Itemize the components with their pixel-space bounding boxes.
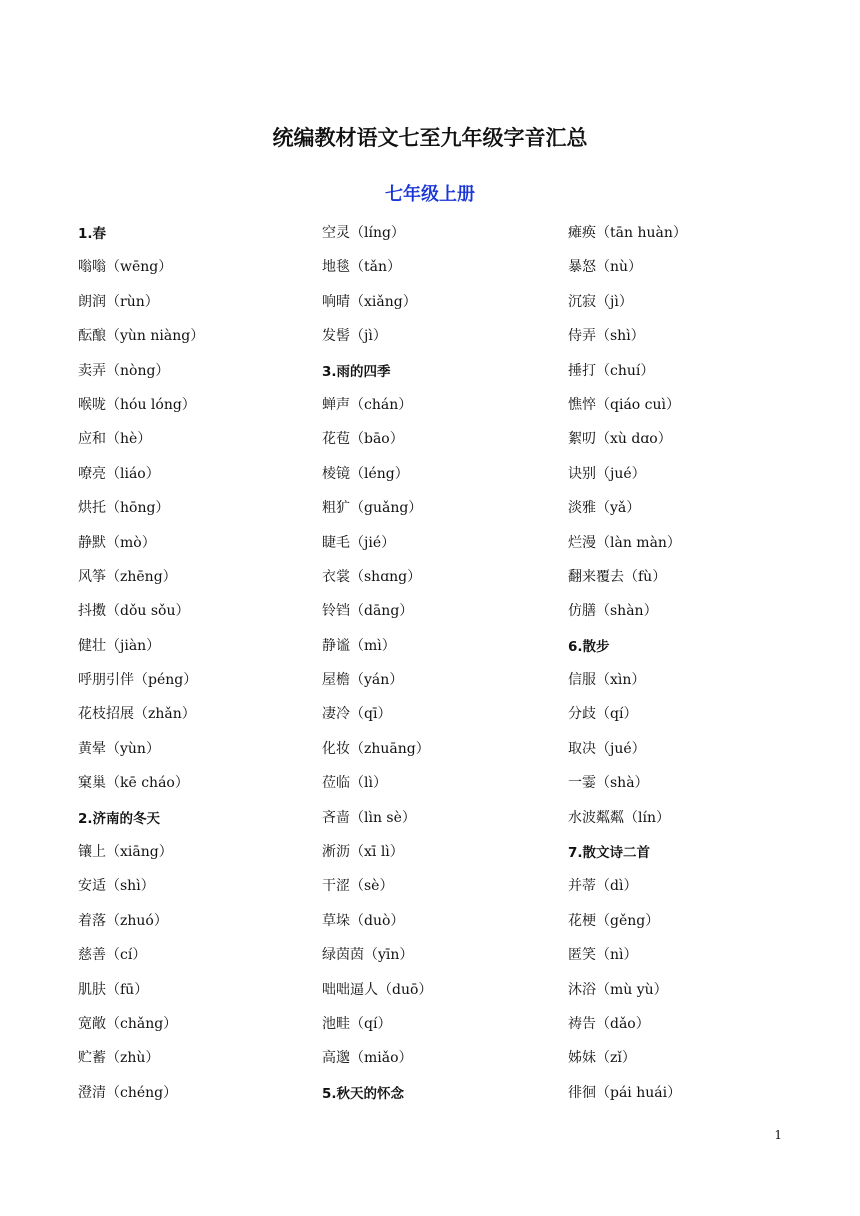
- vocab-entry: 徘徊（pái huái）: [568, 1084, 682, 1101]
- vocab-entry: 池畦（qí）: [322, 1015, 392, 1032]
- vocab-entry: 花苞（bāo）: [322, 431, 404, 448]
- vocab-entry: 屋檐（yán）: [322, 672, 404, 689]
- vocab-entry: 地毯（tǎn）: [322, 259, 401, 276]
- vocab-entry: 暴怒（nù）: [568, 259, 643, 276]
- vocab-entry: 分歧（qí）: [568, 706, 638, 723]
- vocab-entry: 澄清（chéng）: [78, 1084, 178, 1101]
- vocab-entry: 静默（mò）: [78, 534, 156, 551]
- vocab-entry: 诀别（jué）: [568, 465, 646, 482]
- column-2: [322, 218, 432, 1112]
- vocab-entry: 嗡嗡（wēng）: [78, 259, 173, 276]
- vocab-entry: 嘹亮（liáo）: [78, 465, 160, 482]
- vocab-entry: 抖擞（dǒu sǒu）: [78, 603, 190, 620]
- vocab-entry: 烂漫（làn màn）: [568, 534, 681, 551]
- vocab-entry: 蝉声（chán）: [322, 396, 413, 413]
- vocab-entry: 憔悴（qiáo cuì）: [568, 396, 680, 413]
- vocab-entry: 花枝招展（zhǎn）: [78, 706, 196, 723]
- vocab-entry: 应和（hè）: [78, 431, 152, 448]
- vocab-entry: 花梗（gěng）: [568, 912, 660, 929]
- vocab-entry: 信服（xìn）: [568, 672, 646, 689]
- vocab-entry: 烘托（hōng）: [78, 500, 170, 517]
- vocab-entry: 响晴（xiǎng）: [322, 293, 417, 310]
- vocab-entry: 棱镜（léng）: [322, 465, 409, 482]
- vocab-entry: 镶上（xiāng）: [78, 844, 173, 861]
- vocab-entry: 健壮（jiàn）: [78, 637, 161, 654]
- page-number: 1: [774, 1128, 782, 1142]
- vocab-entry: 捶打（chuí）: [568, 362, 655, 379]
- vocab-entry: 翻来覆去（fù）: [568, 568, 667, 585]
- vocab-entry: 卖弄（nòng）: [78, 362, 170, 379]
- vocab-entry: 铃铛（dāng）: [322, 603, 414, 620]
- vocab-entry: 沉寂（jì）: [568, 293, 633, 310]
- vocab-entry: 贮蓄（zhù）: [78, 1050, 160, 1067]
- vocab-entry: 睫毛（jié）: [322, 534, 396, 551]
- vocab-entry: 风筝（zhēng）: [78, 568, 177, 585]
- vocab-entry: 黄晕（yùn）: [78, 740, 160, 757]
- vocab-entry: 侍弄（shì）: [568, 328, 645, 345]
- vocab-entry: 瘫痪（tān huàn）: [568, 225, 687, 241]
- vocab-entry: 宽敞（chǎng）: [78, 1015, 178, 1032]
- vocab-entry: 水波粼粼（lín）: [568, 809, 670, 826]
- vocab-entry: 一霎（shà）: [568, 775, 649, 792]
- vocab-entry: 化妆（zhuāng）: [322, 740, 430, 757]
- vocab-entry: 窠巢（kē cháo）: [78, 775, 189, 792]
- vocab-entry: 凄冷（qī）: [322, 706, 392, 723]
- vocab-entry: 取决（jué）: [568, 740, 646, 757]
- vocab-entry: 干涩（sè）: [322, 878, 394, 895]
- column-3: [568, 218, 687, 1112]
- vocab-entry: 静谧（mì）: [322, 637, 396, 654]
- vocab-entry: 着落（zhuó）: [78, 912, 168, 929]
- vocab-entry: 吝啬（lìn sè）: [322, 809, 416, 826]
- lesson-heading: 7.散文诗二首: [568, 845, 651, 862]
- vocab-entry: 淅沥（xī lì）: [322, 844, 404, 861]
- vocab-entry: 草垛（duò）: [322, 912, 405, 929]
- vocab-entry: 沐浴（mù yù）: [568, 981, 668, 998]
- vocab-entry: 安适（shì）: [78, 878, 155, 895]
- vocab-entry: 高邈（miǎo）: [322, 1050, 413, 1067]
- vocab-entry: 淡雅（yǎ）: [568, 500, 641, 517]
- vocab-entry: 喉咙（hóu lóng）: [78, 396, 196, 413]
- vocab-entry: 呼朋引伴（péng）: [78, 672, 198, 689]
- lesson-heading: 2.济南的冬天: [78, 810, 161, 827]
- vocab-entry: 空灵（líng）: [322, 225, 405, 241]
- vocab-entry: 慈善（cí）: [78, 947, 147, 964]
- vocab-entry: 祷告（dǎo）: [568, 1015, 650, 1032]
- vocab-entry: 咄咄逼人（duō）: [322, 981, 433, 998]
- section-heading: 七年级上册: [385, 184, 475, 205]
- vocab-entry: 衣裳（shɑng）: [322, 568, 422, 585]
- column-1: [78, 218, 204, 1112]
- lesson-heading: 1.春: [78, 226, 107, 242]
- vocab-entry: 粗犷（guǎng）: [322, 500, 423, 517]
- vocab-entry: 匿笑（nì）: [568, 947, 638, 964]
- vocab-entry: 酝酿（yùn niàng）: [78, 328, 205, 345]
- vocab-entry: 姊妹（zǐ）: [568, 1050, 636, 1067]
- vocab-entry: 仿膳（shàn）: [568, 603, 658, 620]
- vocab-entry: 并蒂（dì）: [568, 878, 638, 895]
- vocab-entry: 絮叨（xù dɑo）: [568, 431, 672, 448]
- lesson-heading: 3.雨的四季: [322, 363, 391, 380]
- vocab-entry: 莅临（lì）: [322, 775, 387, 792]
- vocab-entry: 绿茵茵（yīn）: [322, 947, 414, 964]
- document-title: 统编教材语文七至九年级字音汇总: [272, 126, 588, 150]
- vocab-entry: 朗润（rùn）: [78, 293, 159, 310]
- lesson-heading: 6.散步: [568, 638, 610, 655]
- lesson-heading: 5.秋天的怀念: [322, 1085, 405, 1102]
- vocab-entry: 发髻（jì）: [322, 328, 387, 345]
- vocab-entry: 肌肤（fū）: [78, 981, 149, 998]
